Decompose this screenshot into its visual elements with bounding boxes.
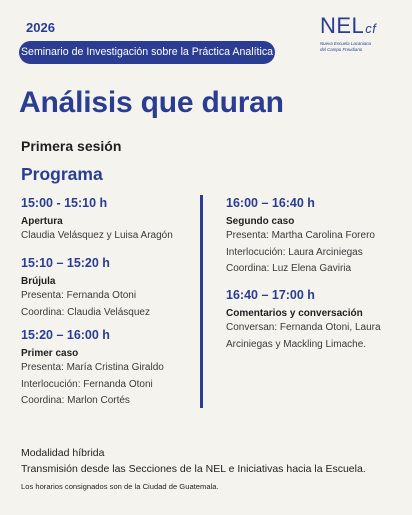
program-item-compass xyxy=(21,255,150,321)
session-label: Primera sesión xyxy=(21,138,122,154)
modality-text: Modalidad híbrida xyxy=(21,447,105,459)
item-line: Coordina: Claudia Velásquez xyxy=(21,306,150,318)
item-line: Interlocución: Laura Arciniegas xyxy=(226,246,363,258)
item-name: Comentarios y conversación xyxy=(226,308,363,319)
program-item-comments xyxy=(226,287,381,353)
transmission-text: Transmisión desde las Secciones de la NEL e Iniciativas hacia la Escuela. xyxy=(21,463,366,475)
item-time: 15:20 – 16:00 h xyxy=(21,328,110,342)
item-name: Apertura xyxy=(21,216,63,227)
item-line: Coordina: Luz Elena Gaviria xyxy=(226,263,352,274)
item-line: Presenta: Martha Carolina Forero xyxy=(226,230,375,241)
program-item-opening xyxy=(21,195,173,245)
program-item-second-case xyxy=(226,195,375,278)
logo-subtitle-2: del Campo Freudiano xyxy=(320,46,363,52)
item-line: Claudia Velásquez y Luisa Aragón xyxy=(21,230,173,241)
program-heading: Programa xyxy=(21,164,103,184)
item-line: Presenta: Fernanda Otoni xyxy=(21,290,137,301)
item-line: Arciniegas y Mackling Limache. xyxy=(226,338,367,350)
item-line: Presenta: María Cristina Giraldo xyxy=(21,362,164,373)
seminar-banner: Seminario de Investigación sobre la Práctica Analítica xyxy=(19,41,275,64)
logo-mark xyxy=(320,14,398,41)
item-line: Interlocución: Fernanda Otoni xyxy=(21,378,153,390)
item-time: 15:00 - 15:10 h xyxy=(21,196,108,210)
timezone-note: Los horarios consignados son de la Ciudad de Guatemala. xyxy=(21,482,219,491)
item-time: 15:10 – 15:20 h xyxy=(21,256,110,270)
item-name: Brújula xyxy=(21,276,56,287)
column-divider xyxy=(200,195,203,408)
nel-cf-logo xyxy=(320,14,398,64)
page-title: Análisis que duran xyxy=(19,86,284,119)
year-label: 2026 xyxy=(26,20,55,35)
item-name: Primer caso xyxy=(21,348,79,359)
item-time: 16:00 – 16:40 h xyxy=(226,196,315,210)
program-item-first-case xyxy=(21,327,164,410)
logo-suffix: cf xyxy=(365,21,377,36)
item-time: 16:40 – 17:00 h xyxy=(226,288,315,302)
item-line: Conversan: Fernanda Otoni, Laura xyxy=(226,322,381,333)
logo-main-text: NEL xyxy=(320,13,365,38)
logo-subtitle-1: Nueva Escuela Lacaniana xyxy=(320,41,372,46)
item-name: Segundo caso xyxy=(226,216,295,227)
item-line: Coordina: Marlon Cortés xyxy=(21,395,130,406)
